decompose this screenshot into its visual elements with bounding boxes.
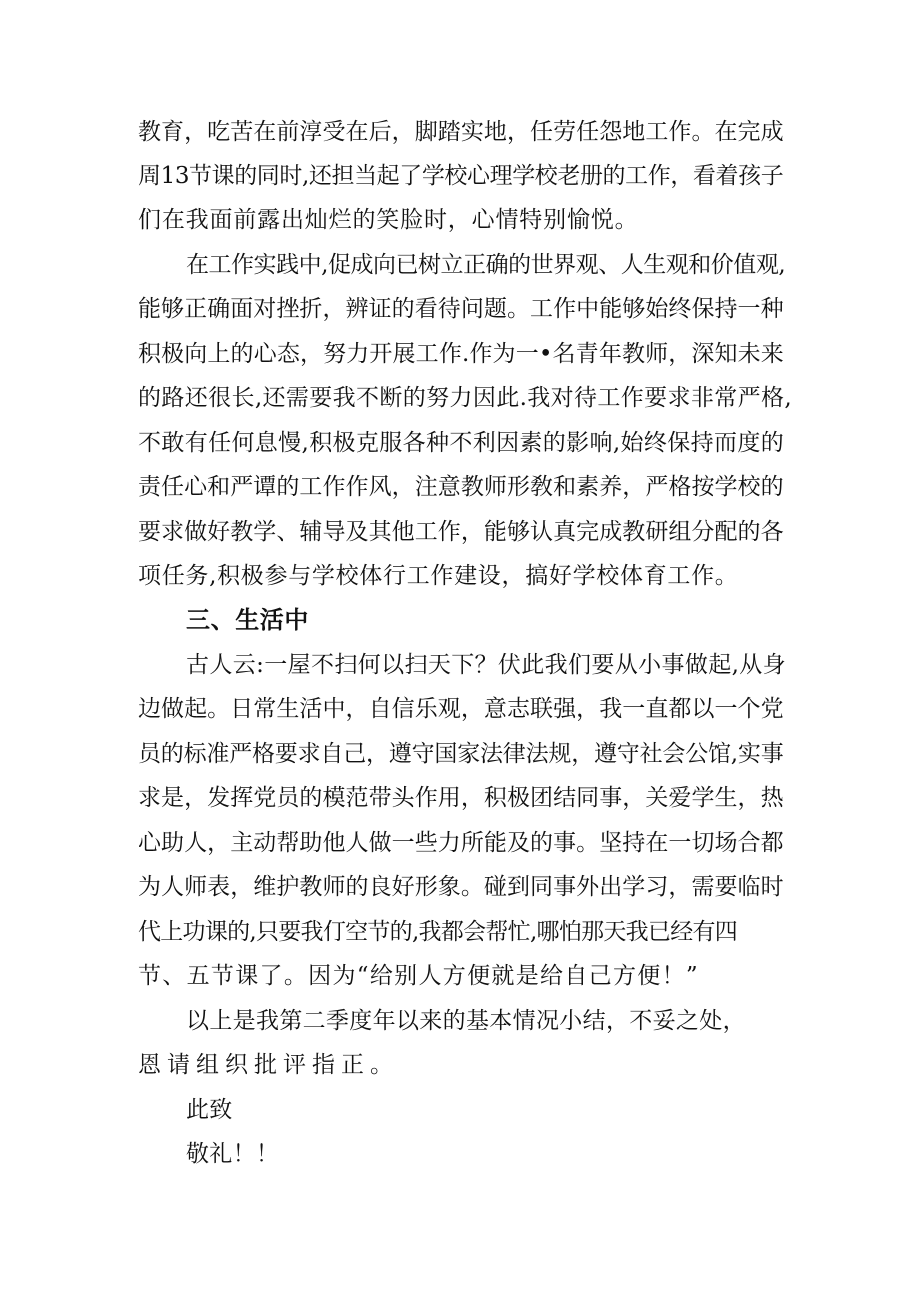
paragraph-line: 为人师表，维护教师的良好形象。碰到同事外出学习，需要临时 [138, 874, 784, 900]
closing-salutation: 此致 [186, 1097, 233, 1123]
paragraph-line: 教育，吃苦在前淳受在后，脚踏实地，任劳任怨地工作。在完成 [138, 119, 784, 145]
paragraph-line: 代上功课的,只要我仃空节的,我都会帮忙,哪怕那天我已经有四 [138, 919, 738, 945]
section-heading: 三、生活中 [186, 606, 309, 634]
paragraph-line: 要求做好教学、辅导及其他工作，能够认真完成教研组分配的各 [138, 519, 784, 545]
paragraph-line: 以上是我第二季度年以来的基本情况小结，不妥之处， [186, 1008, 746, 1034]
paragraph-line: 积极向上的心态，努力开展工作.作为一•名青年教师，深知未来 [138, 341, 784, 367]
paragraph-line: 不敢有任何息慢,积极克服各种不利因素的影响,始终保持而度的 [138, 430, 785, 456]
paragraph-line: 在工作实践中,促成向已树立正确的世界观、人生观和价值观, [186, 252, 786, 278]
paragraph-line: 恩请组织批评指正。 [138, 1052, 399, 1078]
paragraph-line: 项任务,积极参与学校体行工作建设，搞好学校体育工作。 [138, 563, 739, 589]
paragraph-line: 古人云:一屋不扫何以扫天下？伏此我们要从小事做起,从身 [186, 652, 787, 678]
paragraph-line: 责任心和严谭的工作作风，注意教师形敎和素养，严格按学校的 [138, 474, 784, 500]
paragraph-line: 员的标准严格要求自己，遵守国家法律法规，遵守社会公馆,实事 [138, 741, 784, 767]
paragraph-line: 周13节课的同时,还担当起了学校心理学校老册的工作，看着孩子 [138, 163, 784, 189]
paragraph-line: 节、五节课了。因为“给别人方便就是给自己方便！” [138, 963, 699, 989]
paragraph-line: 求是，发挥党员的模范带头作用，积极团结同事，关爱学生，热 [138, 785, 784, 811]
paragraph-line: 心助人，主动帮助他人做一些力所能及的事。坚持在一切场合都 [138, 830, 784, 856]
closing-respect: 敬礼！！ [186, 1141, 280, 1167]
paragraph-line: 能够正确面对挫折，辨证的看待问题。工作中能够始终保持一种 [138, 296, 784, 322]
paragraph-line: 边做起。日常生活中，自信乐观，意志联强，我一直都以一个党 [138, 696, 784, 722]
paragraph-line: 们在我面前露出灿烂的笑脸时，心情特别愉悦。 [138, 207, 639, 233]
paragraph-line: 的路还很长,还需要我不断的努力因此.我对待工作要求非常严格, [138, 385, 793, 411]
